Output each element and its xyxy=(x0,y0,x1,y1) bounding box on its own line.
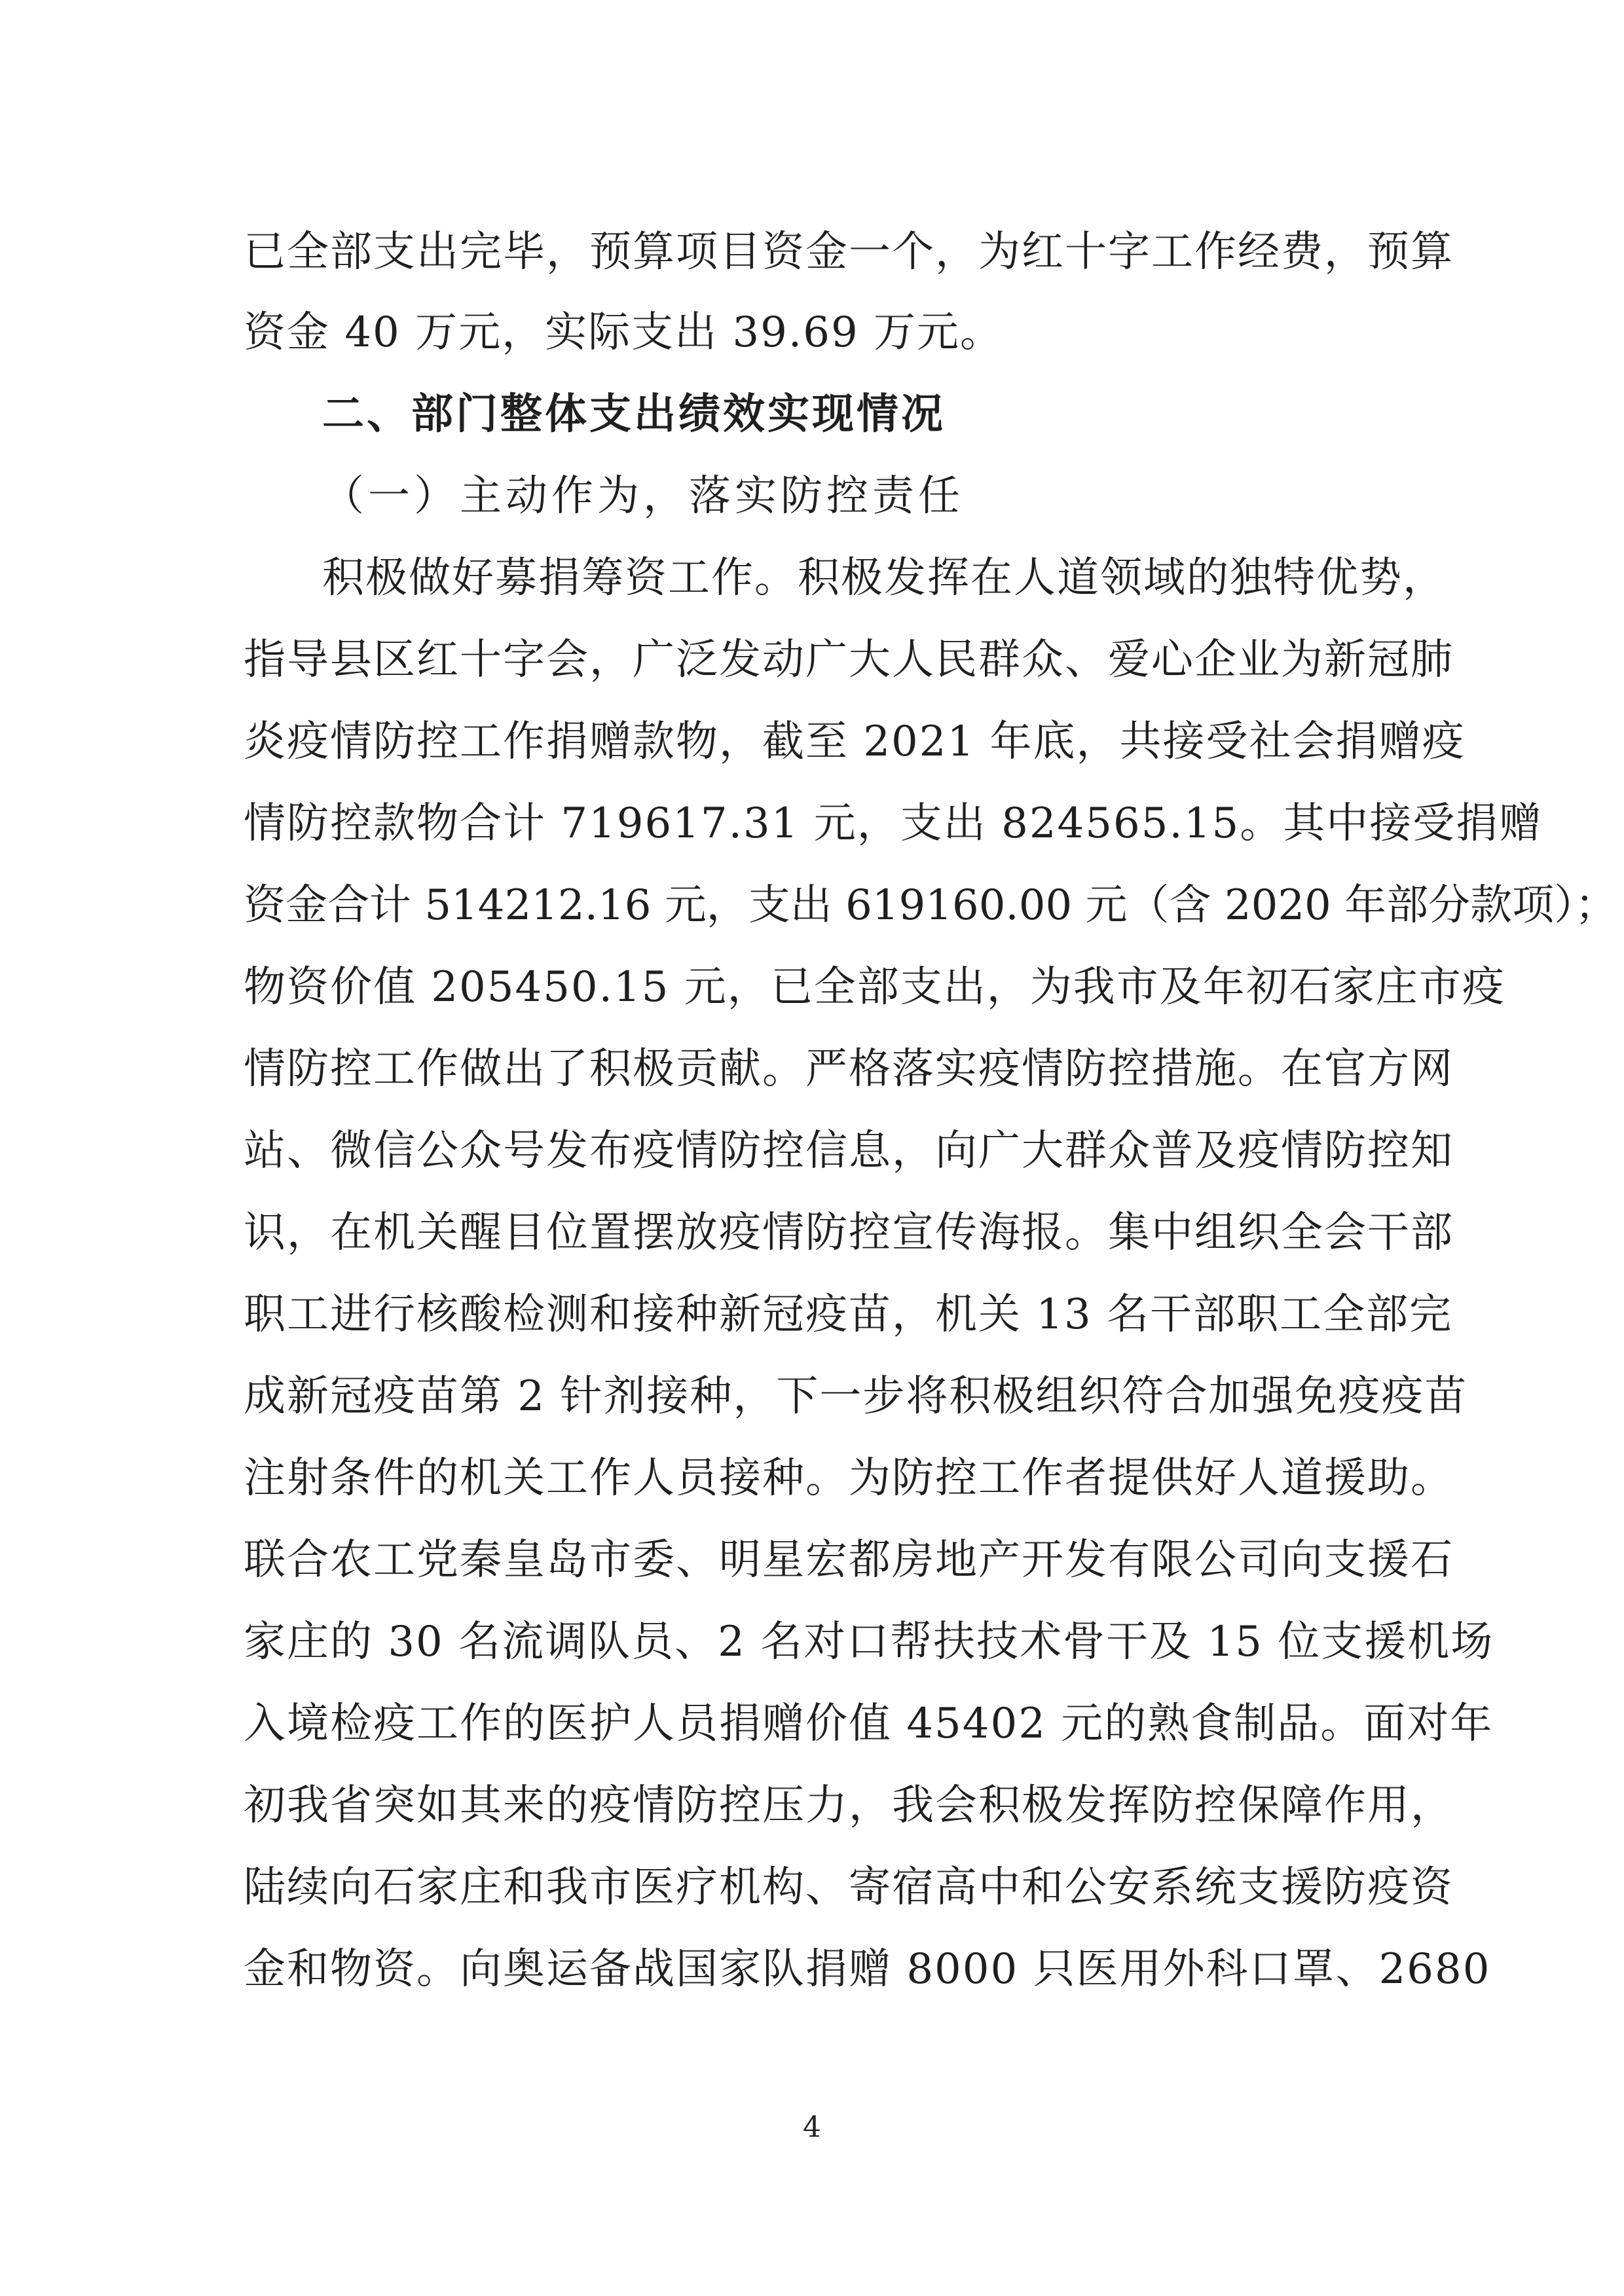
page-number: 4 xyxy=(803,2111,821,2144)
text-line: 积极做好募捐筹资工作。积极发挥在人道领域的独特优势， xyxy=(322,554,1446,602)
text-line: 陆续向石家庄和我市医疗机构、寄宿高中和公安系统支援防疫资 xyxy=(244,1863,1454,1912)
text-line: 成新冠疫苗第 2 针剂接种，下一步将积极组织符合加强免疫疫苗 xyxy=(244,1372,1468,1421)
subsection-heading: （一）主动作为，落实防控责任 xyxy=(322,472,964,520)
text-line: 金和物资。向奥运备战国家队捐赠 8000 只医用外科口罩、2680 xyxy=(244,1945,1491,1994)
text-line: 识，在机关醒目位置摆放疫情防控宣传海报。集中组织全会干部 xyxy=(244,1209,1454,1257)
text-line: 已全部支出完毕，预算项目资金一个，为红十字工作经费，预算 xyxy=(244,228,1454,276)
text-line: 情防控工作做出了积极贡献。严格落实疫情防控措施。在官方网 xyxy=(244,1045,1454,1093)
text-line: 资金 40 万元，实际支出 39.69 万元。 xyxy=(244,308,1004,357)
text-line: 指导县区红十字会，广泛发动广大人民群众、爱心企业为新冠肺 xyxy=(244,636,1454,684)
text-line: 入境检疫工作的医护人员捐赠价值 45402 元的熟食制品。面对年 xyxy=(244,1700,1494,1748)
text-line: 家庄的 30 名流调队员、2 名对口帮扶技术骨干及 15 位支援机场 xyxy=(244,1618,1494,1666)
text-line: 初我省突如其来的疫情防控压力，我会积极发挥防控保障作用， xyxy=(244,1781,1454,1830)
text-line: 资金合计 514212.16 元，支出 619160.00 元（含 2020 年部分款项）； xyxy=(244,881,1617,930)
text-line: 注射条件的机关工作人员接种。为防控工作者提供好人道援助。 xyxy=(244,1454,1454,1503)
text-line: 情防控款物合计 719617.31 元，支出 824565.15。其中接受捐赠 xyxy=(244,799,1543,848)
text-line: 职工进行核酸检测和接种新冠疫苗，机关 13 名干部职工全部完 xyxy=(244,1290,1453,1339)
text-line: 站、微信公众号发布疫情防控信息，向广大群众普及疫情防控知 xyxy=(244,1127,1454,1175)
text-line: 物资价值 205450.15 元，已全部支出，为我市及年初石家庄市疫 xyxy=(244,963,1505,1011)
section-heading: 二、部门整体支出绩效实现情况 xyxy=(322,390,946,439)
text-line: 联合农工党秦皇岛市委、明星宏都房地产开发有限公司向支援石 xyxy=(244,1536,1454,1584)
text-line: 炎疫情防控工作捐赠款物，截至 2021 年底，共接受社会捐赠疫 xyxy=(244,718,1466,766)
